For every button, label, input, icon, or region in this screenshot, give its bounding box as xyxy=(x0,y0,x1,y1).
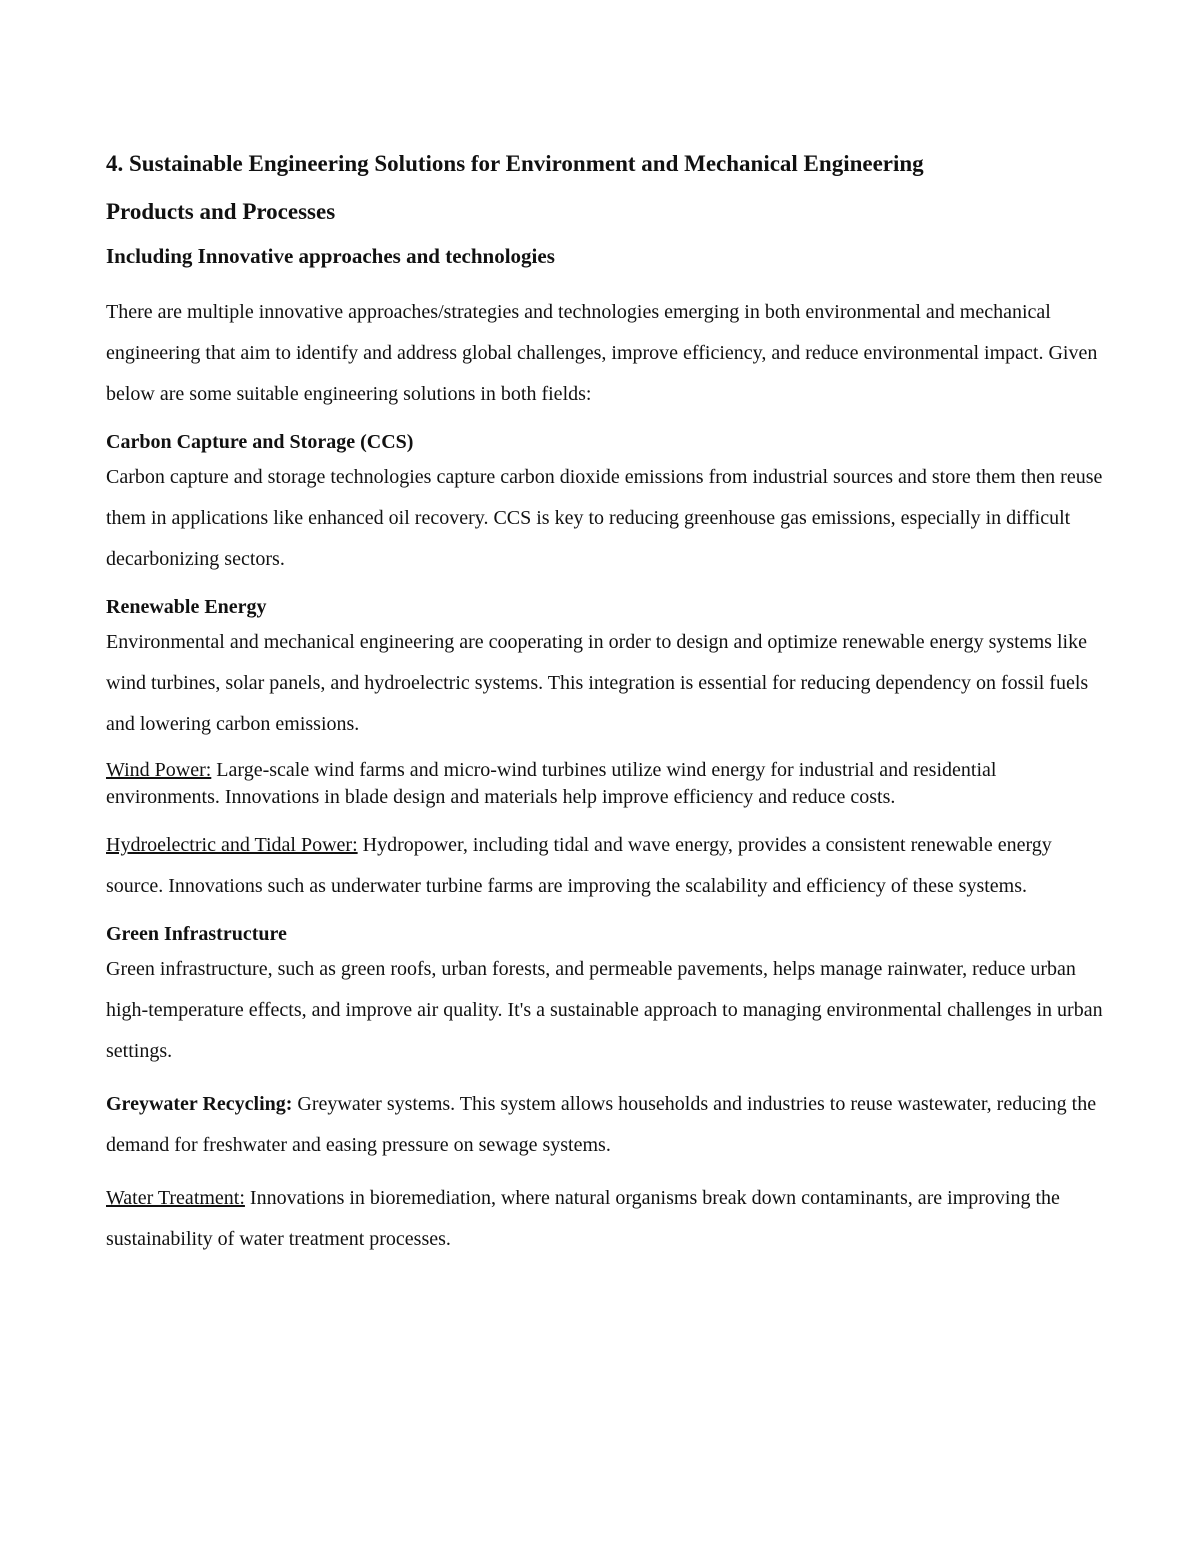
water-treatment-text: Innovations in bioremediation, where natural organisms break down contaminants, are improving the sustainability of water treatment processes. xyxy=(106,1187,1060,1250)
greywater-paragraph xyxy=(106,1084,1106,1166)
renewable-paragraph: Environmental and mechanical engineering are cooperating in order to design and optimize renewable energy systems like wind turbines, solar panels, and hydroelectric systems. This integration is essential for reducing dependency on fossil fuels and lowering carbon emissions. xyxy=(106,631,1089,735)
document-subtitle: Including Innovative approaches and technologies xyxy=(106,244,555,268)
document-page xyxy=(106,140,1106,1272)
wind-power-paragraph xyxy=(106,757,1106,811)
greywater-label: Greywater Recycling: xyxy=(106,1093,293,1115)
greywater-text: Greywater systems. This system allows households and industries to reuse wastewater, reducing the demand for freshwater and easing pressure on sewage systems. xyxy=(106,1093,1097,1156)
renewable-heading: Renewable Energy xyxy=(106,596,267,618)
document-title xyxy=(106,140,1106,236)
water-treatment-label: Water Treatment: xyxy=(106,1187,245,1209)
hydro-text: Hydropower, including tidal and wave energy, provides a consistent renewable energy source. Innovations such as underwater turbine farms are improving the scalability and efficiency of these systems. xyxy=(106,834,1052,897)
hydro-label: Hydroelectric and Tidal Power: xyxy=(106,834,358,856)
intro-paragraph: There are multiple innovative approaches/strategies and technologies emerging in both environmental and mechanical engineering that aim to identify and address global challenges, improve efficiency, and reduce environmental impact. Given below are some suitable engineering solutions in both fields: xyxy=(106,301,1098,405)
green-infrastructure-paragraph: Green infrastructure, such as green roofs, urban forests, and permeable pavements, helps manage rainwater, reduce urban high-temperature effects, and improve air quality. It's a sustainable approach to managing environmental challenges in urban settings. xyxy=(106,958,1103,1062)
ccs-paragraph: Carbon capture and storage technologies capture carbon dioxide emissions from industrial sources and store them then reuse them in applications like enhanced oil recovery. CCS is key to reducing greenhouse gas emissions, especially in difficult decarbonizing sectors. xyxy=(106,466,1103,570)
wind-power-label: Wind Power: xyxy=(106,759,212,781)
ccs-heading: Carbon Capture and Storage (CCS) xyxy=(106,431,414,453)
water-treatment-paragraph xyxy=(106,1178,1106,1260)
title-line-1: 4. Sustainable Engineering Solutions for Environment and Mechanical Engineering xyxy=(106,151,924,176)
green-infrastructure-heading: Green Infrastructure xyxy=(106,923,287,945)
wind-power-text: Large-scale wind farms and micro-wind turbines utilize wind energy for industrial and residential environments. Innovations in blade design and materials help improve efficiency and reduce costs. xyxy=(106,759,997,808)
hydro-paragraph xyxy=(106,825,1106,907)
title-line-2: Products and Processes xyxy=(106,199,336,224)
